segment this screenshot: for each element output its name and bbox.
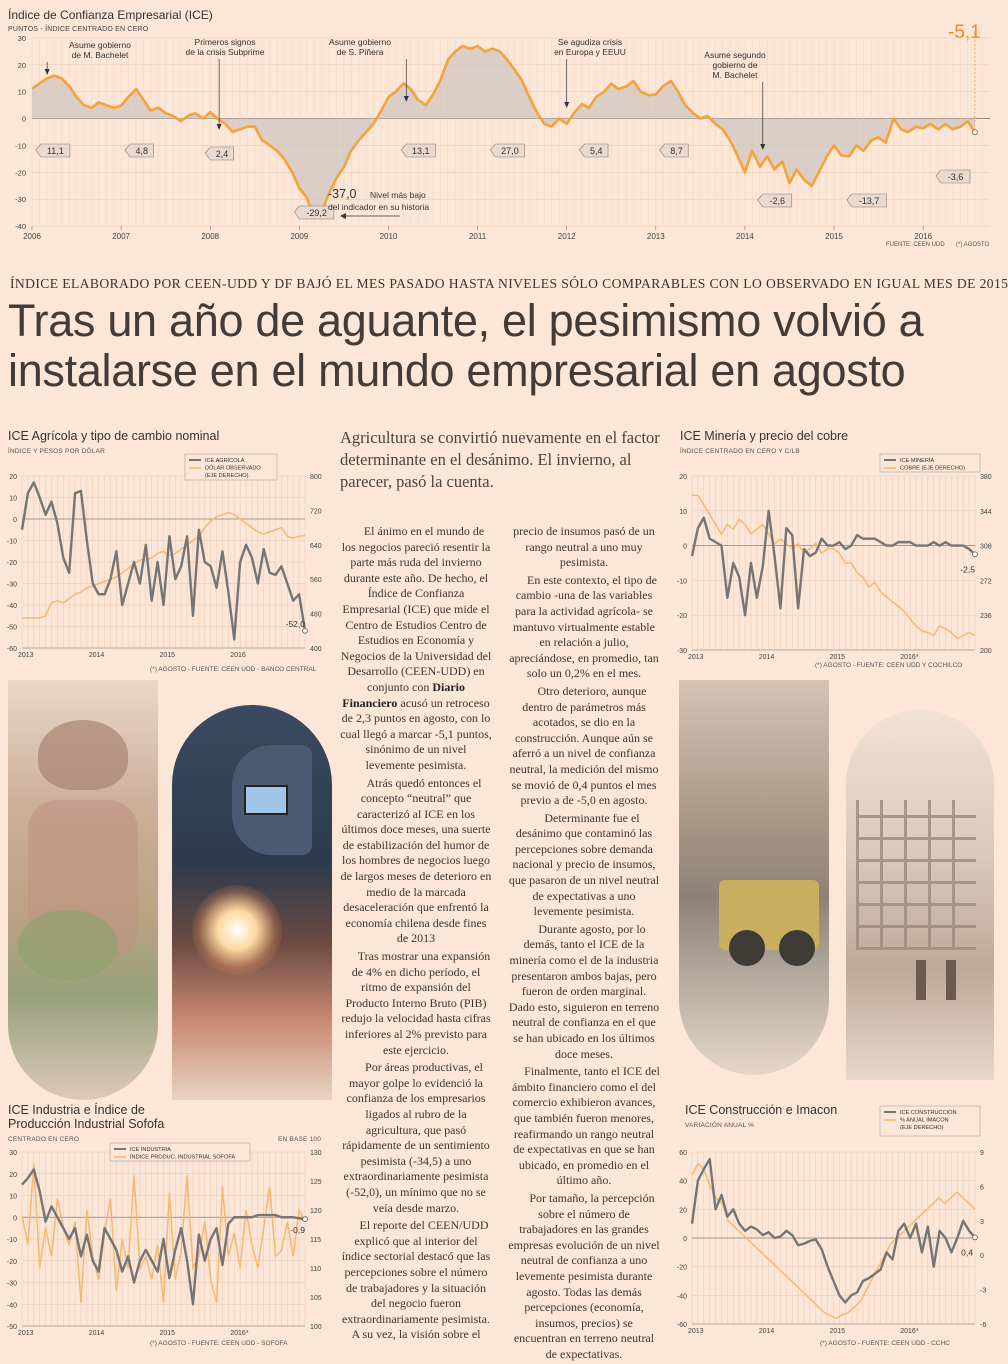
y2-tick-label: 9 [980,1150,984,1157]
min-arrow-head [340,213,346,219]
x-tick-label: 2013 [688,1328,704,1335]
value-label-text: 13,1 [412,146,430,156]
x-tick-label: 2008 [201,232,220,241]
y-tick-label: -40 [15,222,26,231]
y-tick-label: 30 [9,1150,17,1157]
x-tick-label: 2014 [758,654,775,661]
legend-label: ICE INDUSTRIA [130,1147,172,1153]
ice-main-chart-plot [0,0,1000,262]
y-tick-label: -60 [676,1322,687,1329]
col2-paragraph-5: Durante agosto, por lo demás, tanto el ICE de la minería como el de la industria presentaron ambos bajas, pero fueron de orden marginal. Dado esto, siguieron en terreno neutral de confianza en el que se han ubicado en los últimos doce meses. [508,921,660,1061]
x-tick-label: 2015 [825,232,843,241]
farmer-hat [38,720,128,790]
article-column-2 [508,524,660,1364]
mineria-chart-title: ICE Minería y precio del cobre [680,429,849,443]
ice-source: FUENTE: CEEN UDD [886,242,945,248]
y2-tick-label: 100 [310,1324,322,1331]
y2-tick-label: 344 [980,508,992,516]
y-tick-label: -30 [15,195,26,205]
annotation-text: M. Bachelet [712,70,758,80]
y2-tick-label: 105 [310,1295,322,1302]
y-tick-label: -20 [6,1258,17,1266]
x-tick-label: 2016 [914,232,933,241]
industria-chart-title: ICE Industria e Índice de Producción Industrial Sofofa [8,1103,165,1131]
series-end-marker [973,1235,978,1240]
truck-wheel-2 [779,930,815,966]
y2-tick-label: 120 [310,1208,322,1215]
industria-subtitle-left: CENTRADO EN CERO [8,1136,80,1143]
y-tick-label: -20 [676,613,687,621]
value-label-text: -2,6 [769,196,786,206]
article-lead: Agricultura se convirtió nuevamente en el factor determinante en el desánimo. El invierno, al parecer, pasó la cuenta. [340,428,660,491]
y2-tick-label: 272 [980,578,992,586]
x-tick-label: 2011 [468,232,487,241]
x-tick-label: 2015 [829,654,846,661]
y-tick-label: -40 [6,603,17,610]
y2-tick-label: 110 [310,1266,322,1273]
annotation-text: Primeros signos [194,37,256,47]
worker-1 [916,960,926,1000]
col1-paragraph-1 [340,524,492,774]
annotation-text: Asume segundo [704,50,766,60]
x-tick-label: 2013 [18,1330,34,1337]
article-column-1 [340,524,492,1345]
y2-tick-label: 308 [980,543,992,551]
min-text-line: del indicador en su historia [328,202,430,212]
y-tick-label: 0 [683,1236,687,1243]
y2-tick-label: 640 [310,542,322,550]
min-value-label: -37,0 [328,187,357,201]
annotation-text: de S. Piñera [336,47,384,57]
series-end-label: 0,4 [961,1247,973,1258]
construccion-footnote: (*) AGOSTO - FUENTE: CEEN UDD - CCHC [820,1340,950,1347]
welder-photo [172,705,332,1100]
ice-current-value: -5,1 [948,22,981,43]
legend-label: ICE MINERÍA [900,458,935,464]
x-tick-label: 2015 [159,1330,176,1337]
y-tick-label: 60 [679,1150,687,1157]
ice-chart-subtitle: PUNTOS - ÍNDICE CENTRADO EN CERO [8,26,149,33]
value-label-text: 27,0 [501,146,519,156]
y-tick-label: 0 [13,1215,17,1223]
y-tick-label: -10 [6,538,17,546]
x-tick-label: 2015 [829,1328,846,1335]
y-tick-label: -60 [6,646,17,653]
annotation-arrow [217,124,222,130]
value-label-text: -29,2 [306,208,327,218]
x-tick-label: 2014 [758,1328,775,1335]
col2-paragraph-2: En este contexto, el tipo de cambio -una de las variables para la actividad agrícola- se mantuvo virtualmente estable en relación a julio, apreciándose, en promedio, tan solo un 0,2% en el mes. [509,572,659,681]
y2-tick-label: 0 [980,1253,984,1261]
y2-tick-label: 800 [310,474,322,481]
y-tick-label: -50 [6,624,17,632]
y-tick-label: -10 [6,1237,17,1244]
y-tick-label: -30 [676,648,687,655]
y2-tick-label: 3 [980,1218,984,1226]
annotation-text: de M. Bachelet [71,50,129,60]
building-frame [856,800,976,950]
mineria-chart-subtitle: ÍNDICE CENTRADO EN CERO Y C/LB [680,448,800,455]
col1-p1-bold: Diario Financiero [342,679,465,710]
grape-basket [18,910,118,980]
x-tick-label: 2016 [230,652,246,659]
y2-tick-label: 200 [980,648,992,655]
series-end-label: -0,9 [290,1225,305,1236]
annotation-text: en Europa y EEUU [554,47,626,57]
y-tick-label: 10 [9,1193,17,1201]
value-label-text: 4,8 [135,146,149,156]
agricola-chart-title: ICE Agrícola y tipo de cambio nominal [8,429,220,443]
ice-area-fill [32,46,975,218]
x-tick-label: 2016* [230,1330,249,1337]
col1-paragraph-2: Atrás quedó entonces el concepto “neutral” que caracterizó al ICE en los últimos doce meses, una suerte de estabilización del humor de los hombres de negocios luego de largos meses de deterioro en medio de la marcada desaceleración que enfrentó la economía chilena desde fines de 2013 [340,775,492,946]
x-tick-label: 2013 [646,232,665,241]
y-tick-label: 0 [13,517,17,524]
y2-tick-label: 560 [310,577,322,585]
y-tick-label: 20 [9,1171,17,1179]
agricola-chart-subtitle: ÍNDICE Y PESOS POR DÓLAR [8,448,106,455]
series-end-label: -2,5 [960,564,975,575]
y-tick-label: 20 [679,1207,687,1215]
mineria-footnote: (*) AGOSTO - FUENTE: CEEN UDD Y COCHILCO [815,662,963,669]
y-tick-label: 10 [679,508,687,516]
min-text-line: Nivel más bajo [370,190,426,200]
y2-tick-label: 115 [310,1237,322,1244]
legend-label: (EJE DERECHO) [900,1125,944,1131]
x-tick-label: 2007 [112,232,131,241]
col2-paragraph-4: Determinante fue el desánimo que contaminó las percepciones sobre demanda nacional y precio de insumos, que pasaron de un nivel neutral de expectativas a uno levemente pesimista. [508,810,660,919]
annotation-arrow [564,102,569,108]
series-end-marker [973,552,978,557]
annotation-arrow [45,69,50,75]
y-tick-label: -30 [6,1280,17,1288]
col1-paragraph-5: El reporte del CEEN/UDD explicó que al interior del índice sectorial destacó que las percepciones sobre el número de trabajadores y la situación del negocio fueron extraordinariamente pesimista. A su vez, la visión sobre el [341,1218,491,1342]
series-end-marker [303,628,308,633]
farmer-photo [8,680,158,1100]
ice-chart-title: Índice de Confianza Empresarial (ICE) [8,8,213,22]
col2-paragraph-3: Otro deterioro, aunque dentro de parámetros más acotados, se dio en la construcción. Aunque aún se aferró a un nivel de confianza neutral, la medición del mismo se movió de 0,4 puntos el mes previo a de -5,0 en agosto. [509,683,659,808]
y-tick-label: 20 [17,60,26,70]
legend-label: ICE AGRÍCOLA [205,458,245,464]
industria-chart [0,1140,330,1340]
x-tick-label: 2014 [736,232,754,241]
y-tick-label: -10 [15,141,26,151]
y-tick-label: -40 [6,1302,17,1310]
annotation-text: de la crisis Subprime [185,47,265,57]
x-tick-label: 2012 [557,232,576,241]
y2-tick-label: 125 [310,1179,322,1186]
x-tick-label: 2014 [88,1330,105,1337]
value-label-text: 11,1 [46,146,64,156]
x-tick-label: 2010 [379,232,398,241]
col1-p1-text-a: El ánimo en el mundo de los negocios pareció resentir la parte más ruda del invierno durante este año. De hecho, el Índice de Confianza Empresarial (ICE) que mide el Centro de Estudios Centro de Estudios en Economía y Negocios de la Universidad del Desarrollo (CEEN-UDD) en conjunto con [340,524,492,694]
x-tick-label: 2013 [688,654,704,661]
value-label-text: 8,7 [670,146,683,156]
mineria-chart [670,452,1000,670]
value-label-text: 5,4 [590,146,603,156]
mask-visor [244,785,288,815]
col2-paragraph-6: Finalmente, tanto el ICE del ámbito financiero como el del comercio exhibieron avances, que también fueron menores, reafirmando un rango neutral de expectativas en que se han ubicado, en promedio en el último año. [512,1064,660,1188]
annotation-text: Asume gobierno [69,40,131,50]
construccion-chart-title: ICE Construcción e Imacon [685,1103,838,1117]
ice-main-chart [0,0,1000,262]
col1-paragraph-4: Por áreas productivas, el mayor golpe lo evidenció la confianza de los empresarios ligados al rubro de la agricultura, que pasó rápidamente de un sentimiento pesimista (-34,5) a uno extraordinariamente pesimista (-52,0), un mínimo que no se veía desde marzo. [342,1060,490,1215]
y-tick-label: -30 [6,581,17,589]
y-tick-label: 30 [17,34,26,43]
x-tick-label: 2009 [290,232,309,241]
agricola-chart [0,452,330,670]
annotation-text: Asume gobierno [329,37,391,47]
y2-tick-label: 720 [310,508,322,516]
mining-photo [679,680,829,1075]
x-tick-label: 2016* [900,1328,919,1335]
ice-end-marker [972,130,977,135]
x-tick-label: 2006 [23,232,41,241]
article-kicker: ÍNDICE ELABORADO POR CEEN-UDD Y DF BAJÓ EL MES PASADO HASTA NIVELES SÓLO COMPARABLES CON LO OBSERVADO EN IGUAL MES DE 2015 [10,276,1008,291]
y2-tick-label: 6 [980,1184,984,1192]
welding-sparks [192,885,282,975]
y2-tick-label: -3 [980,1287,987,1295]
y-tick-label: 40 [679,1178,687,1186]
legend-label: (EJE DERECHO) [205,473,249,479]
y-tick-label: -40 [676,1293,687,1301]
x-tick-label: 2013 [18,652,34,659]
legend-label: ICE CONSTRUCCIÓN [900,1110,957,1116]
col2-paragraph-7: Por tamaño, la percepción sobre el número de trabajadores en las grandes empresas evolución de un nivel neutral de confianza a uno levemente pesimista durante agosto. Todas las demás percepciones (economía, insumos, precios) se encuentran en terreno neutral de expectativas. [508,1190,660,1361]
article-headline: Tras un año de aguante, el pesimismo volvió a instalarse en el mundo empresarial en agosto [8,295,924,396]
agricola-footnote: (*) AGOSTO - FUENTE: CEEN UDD - BANCO CENTRAL [150,666,317,673]
industria-footnote: (*) AGOSTO - FUENTE: CEEN UDD - SOFOFA [150,1340,288,1347]
construccion-subtitle: VARIACIÓN ANUAL % [685,1122,755,1129]
y-tick-label: -20 [6,560,17,567]
y2-tick-label: 236 [980,613,992,621]
y-tick-label: 10 [17,87,26,97]
legend-label: COBRE (EJE DERECHO) [900,465,965,472]
y-tick-label: -20 [15,168,26,178]
value-label-text: 2,4 [215,149,229,159]
legend-label: % ANUAL IMACON [900,1117,949,1124]
x-tick-label: 2014 [88,652,105,659]
y-tick-label: 20 [9,474,17,481]
col1-p1-text-b: acusó un retroceso de 2,3 puntos en agosto, con lo cual llegó a marcar -5,1 puntos, sinónimo de un nivel levemente pesimista. [340,695,492,772]
y-tick-label: 20 [679,474,687,481]
legend-label: DÓLAR OBSERVADO [205,465,261,472]
y-tick-label: -50 [6,1324,17,1331]
annotation-text: Se agudiza crisis [557,37,623,47]
col2-paragraph-1: precio de insumos pasó de un rango neutral a uno muy pesimista. [513,524,655,570]
annotation-text: gobierno de [712,60,758,70]
y-tick-label: -10 [676,578,687,586]
legend-label: ÍNDICE PRODUC. INDUSTRIAL SOFOFA [130,1154,236,1161]
y-tick-label: 10 [9,495,17,503]
y-tick-label: 0 [21,114,26,124]
series-end-label: -52,0 [285,618,305,629]
y2-tick-label: 400 [310,646,322,653]
industria-subtitle-right: EN BASE 100 [278,1136,322,1143]
worker-2 [946,960,956,1000]
ice-footnote: (*) AGOSTO [956,242,990,248]
y2-tick-label: -6 [980,1322,987,1329]
value-label-text: -3,6 [947,172,964,182]
y2-tick-label: 130 [310,1150,322,1157]
col1-paragraph-3: Tras mostrar una expansión de 4% en dicho período, el ritmo de expansión del Producto Interno Bruto (PIB) redujo la velocidad hasta cifras inferiores al 2% previsto para este ejercicio. [341,949,491,1057]
y-tick-label: -20 [676,1264,687,1272]
y-tick-label: 0 [683,543,687,551]
y2-tick-label: 480 [310,611,322,619]
x-tick-label: 2016* [900,654,919,661]
y2-tick-label: 380 [980,474,992,481]
x-tick-label: 2015 [159,652,176,659]
series-end-marker [303,1217,308,1222]
truck-wheel-1 [729,930,765,966]
value-label-text: -13,7 [858,196,880,206]
construction-photo [846,710,994,1080]
